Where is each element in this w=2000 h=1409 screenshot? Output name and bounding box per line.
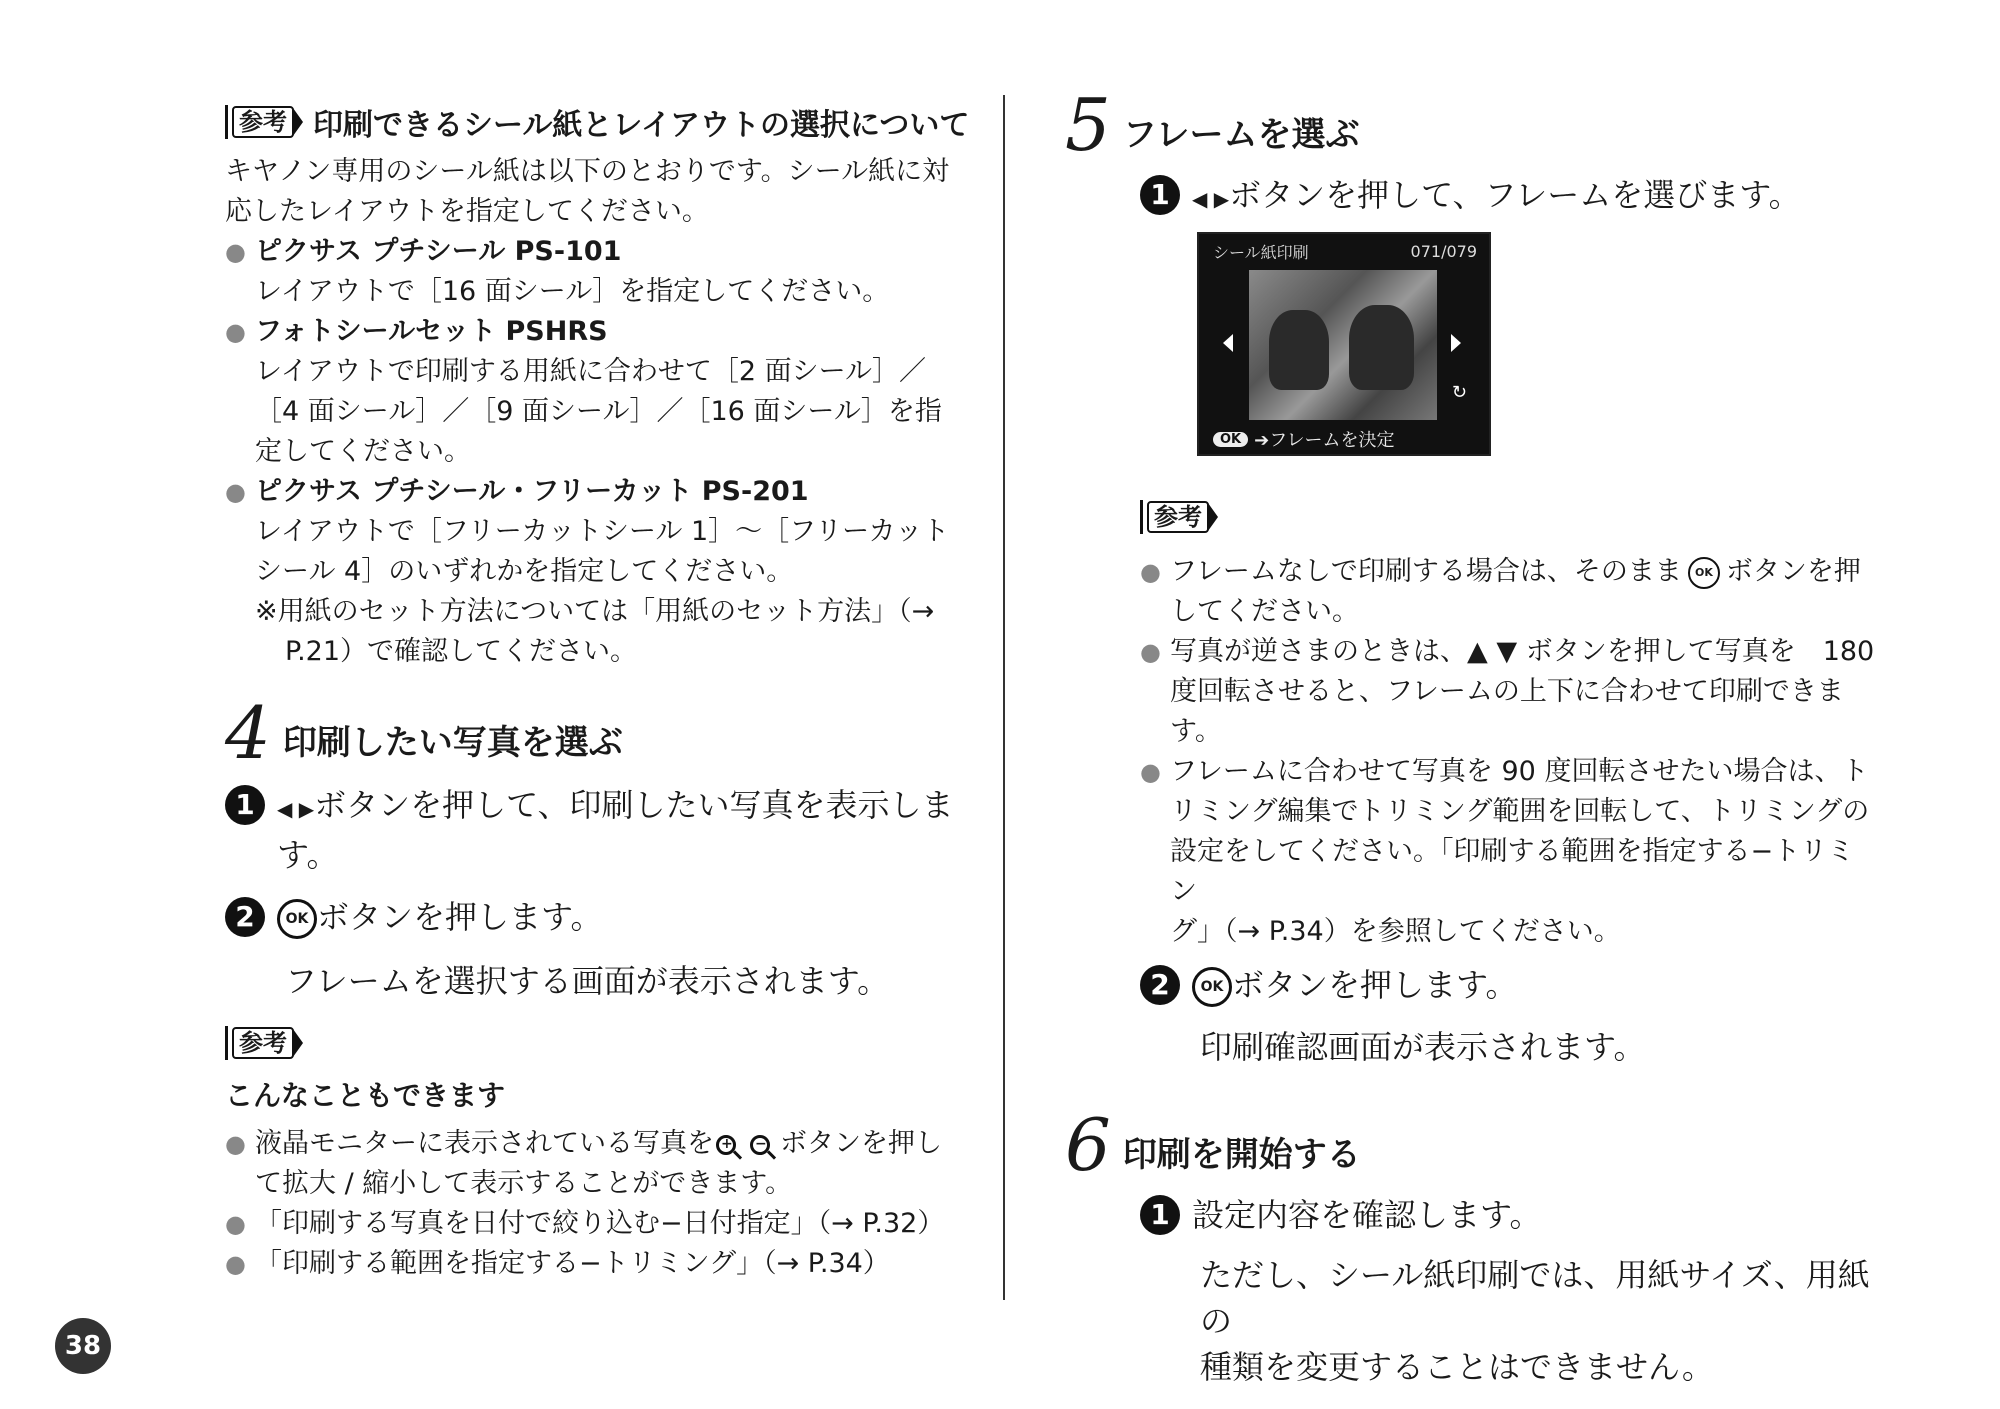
- tip-link: ● 「印刷する範囲を指定する−トリミング」（→ P.34）: [225, 1244, 970, 1284]
- note-heading-paper: [225, 100, 970, 144]
- step-6-1: 1 設定内容を確認します。: [1065, 1192, 1875, 1238]
- column-divider: [1003, 95, 1005, 1300]
- step-6-result: ただし、シール紙印刷では、用紙サイズ、用紙の: [1200, 1256, 1870, 1340]
- rotate-icon: ↻: [1451, 382, 1467, 403]
- step-number-icon: 1: [1140, 1195, 1180, 1235]
- frame-note-line: リミング編集でトリミング範囲を回転して、トリミングの: [1170, 796, 1870, 827]
- tip-line: て拡大 / 縮小して表示することができます。: [255, 1168, 793, 1199]
- lcd-footer: OK ➔フレームを決定: [1199, 424, 1489, 454]
- paper-item-desc: レイアウトで印刷する用紙に合わせて［2 面シール］／: [255, 356, 927, 387]
- note-intro-2: 応したレイアウトを指定してください。: [225, 196, 709, 227]
- left-right-arrows-icon: ◀ ▶: [277, 797, 315, 821]
- step-number-icon: 2: [1140, 965, 1180, 1005]
- frame-note-line: 設定をしてください。「印刷する範囲を指定する−トリミン: [1170, 836, 1855, 907]
- paper-item-desc: レイアウトで［フリーカットシール 1］〜［フリーカット: [255, 516, 950, 547]
- zoom-out-icon: −: [750, 1135, 770, 1155]
- step-5-result: 印刷確認画面が表示されます。: [1200, 1028, 1646, 1066]
- note-badge-icon: 参考: [1140, 500, 1218, 534]
- ok-button-icon: OK: [1192, 967, 1232, 1007]
- frame-note: ● フレームなしで印刷する場合は、そのまま OK ボタンを押: [1140, 552, 1875, 592]
- frame-note: ● 写真が逆さまのときは、▲ ▼ ボタンを押して写真を 180: [1140, 632, 1875, 672]
- note-intro-1: キヤノン専用のシール紙は以下のとおりです。シール紙に対: [225, 156, 950, 187]
- note-badge-2: [225, 1026, 970, 1060]
- lcd-wrapper: [1065, 232, 1875, 456]
- frame-note-line: 度回転させると、フレームの上下に合わせて印刷できます。: [1170, 676, 1844, 747]
- step-6-heading: 6 印刷を開始する: [1065, 1103, 1361, 1187]
- paper-item: ● ピクサス プチシール PS-101: [225, 232, 970, 272]
- step-6-result: 種類を変更することはできません。: [1200, 1348, 1714, 1386]
- note-badge-3: [1065, 500, 1875, 534]
- paper-item-desc: シール 4］のいずれかを指定してください。: [255, 556, 794, 587]
- note-title: 印刷できるシール紙とレイアウトの選択について: [313, 108, 970, 143]
- left-column: [225, 100, 970, 1284]
- remark-line: P.21）で確認してください。: [285, 636, 638, 667]
- step-number-icon: 1: [225, 785, 265, 825]
- ok-button-icon: OK: [277, 899, 317, 939]
- step-4-2: 2 OK ボタンを押します。: [225, 894, 970, 940]
- tip-link: ● 「印刷する写真を日付で絞り込む−日付指定」（→ P.32）: [225, 1204, 970, 1244]
- paper-item-desc: レイアウトで［16 面シール］を指定してください。: [255, 276, 890, 307]
- step-number-icon: 1: [1140, 175, 1180, 215]
- lcd-title-bar: シール紙印刷 071/079: [1213, 241, 1477, 262]
- step-4-result: フレームを選択する画面が表示されます。: [285, 962, 890, 1000]
- step-5-1: 1 ◀ ▶ボタンを押して、フレームを選びます。: [1065, 172, 1875, 222]
- note-badge-icon: 参考: [225, 1026, 303, 1060]
- note-badge-icon: 参考: [225, 105, 303, 139]
- left-right-arrows-icon: ◀ ▶: [1192, 187, 1230, 211]
- zoom-in-icon: +: [716, 1135, 736, 1155]
- tip-item: ● 液晶モニターに表示されている写真を + − ボタンを押し: [225, 1124, 970, 1164]
- page-number: 38: [55, 1318, 111, 1374]
- paper-item: ● フォトシールセット PSHRS: [225, 312, 970, 352]
- paper-item: ● ピクサス プチシール・フリーカット PS-201: [225, 472, 970, 512]
- step-5-heading: 5 フレームを選ぶ: [1065, 83, 1360, 167]
- paper-item-desc: ［4 面シール］／［9 面シール］／［16 面シール］を指: [255, 396, 942, 427]
- ok-button-icon: OK: [1688, 557, 1720, 589]
- remark-line: ※用紙のセット方法については「用紙のセット方法」（→: [255, 596, 935, 627]
- lcd-right-arrow-icon: [1451, 334, 1461, 352]
- frame-notes: [1065, 552, 1875, 952]
- lcd-screen: [1197, 232, 1491, 456]
- lcd-left-arrow-icon: [1223, 334, 1233, 352]
- frame-note: ● フレームに合わせて写真を 90 度回転させたい場合は、ト: [1140, 752, 1875, 792]
- paper-item-desc: 定してください。: [255, 436, 471, 467]
- note-heading: こんなこともできます: [225, 1079, 506, 1112]
- frame-note-line: してください。: [1170, 596, 1359, 627]
- step-4-1: 1 ◀ ▶ボタンを押して、印刷したい写真を表示しま す。: [225, 782, 970, 878]
- step-number-icon: 2: [225, 897, 265, 937]
- step-4-heading: 4 印刷したい写真を選ぶ: [225, 691, 623, 775]
- right-column: [1065, 83, 1875, 1390]
- step-5-2: 2 OK ボタンを押します。: [1065, 962, 1875, 1008]
- frame-note-line: グ」（→ P.34）を参照してください。: [1170, 916, 1621, 947]
- photo-with-frame: [1249, 270, 1437, 420]
